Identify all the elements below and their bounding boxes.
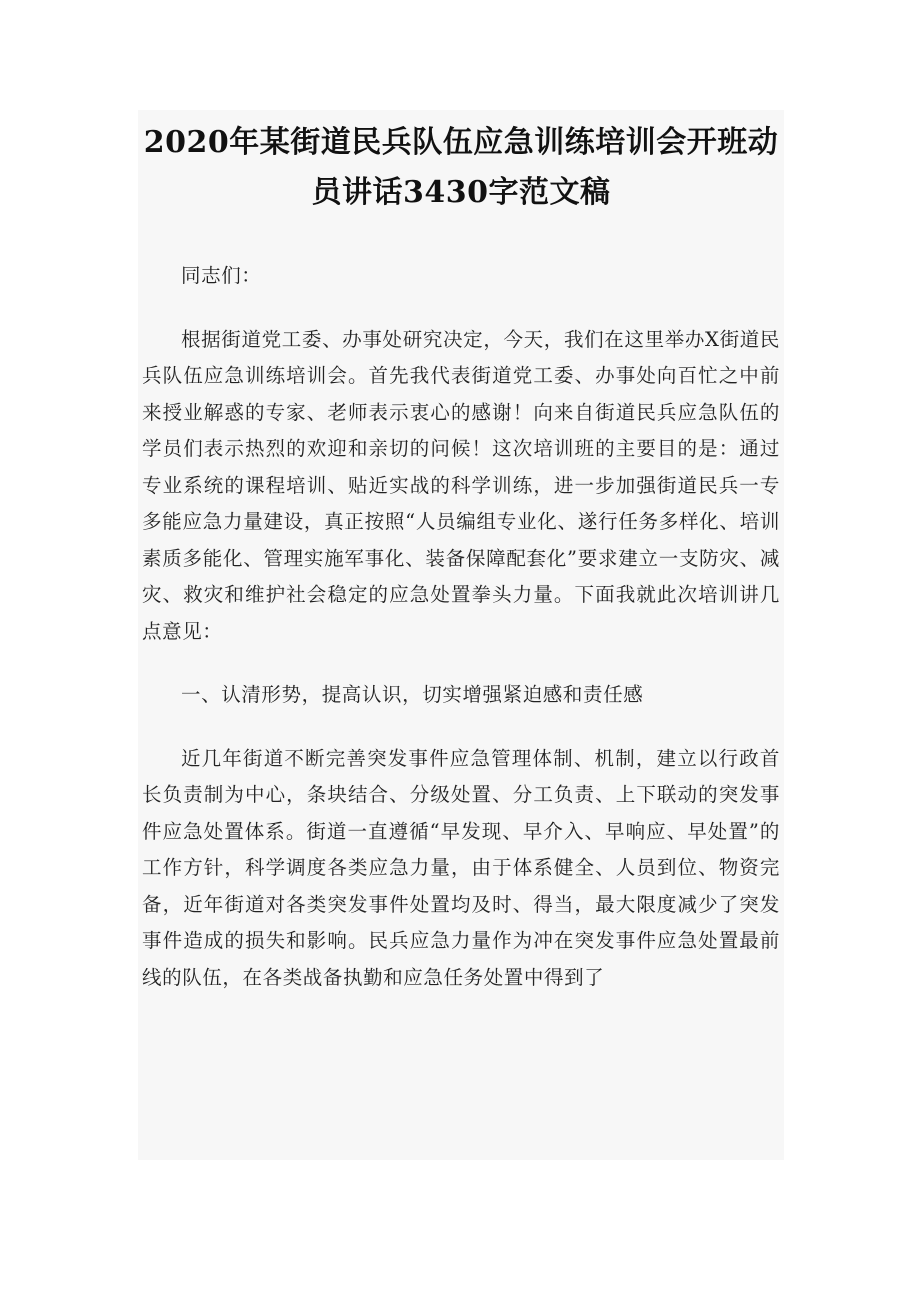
paragraph-section-1: 近几年街道不断完善突发事件应急管理体制、机制，建立以行政首长负责制为中心，条块结合、分级处置、分工负责、上下联动的突发事件应急处置体系。街道一直遵循“早发现、早介入、早响应、早处置”的工作方针，科学调度各类应急力量，由于体系健全、人员到位、物资完备，近年街道对各类突发事件处置均及时、得当，最大限度减少了突发事件造成的损失和影响。民兵应急力量作为冲在突发事件应急处置最前线的队伍，在各类战备执勤和应急任务处置中得到了 [142, 746, 780, 989]
section-heading-1: 一、认清形势，提高认识，切实增强紧迫感和责任感 [181, 683, 644, 706]
salutation: 同志们： [181, 264, 262, 287]
document-page [138, 110, 784, 1160]
paragraph-intro: 根据街道党工委、办事处研究决定，今天，我们在这里举办X街道民兵队伍应急训练培训会。首先我代表街道党工委、办事处向百忙之中前来授业解惑的专家、老师表示衷心的感谢！向来自街道民兵应急队伍的学员们表示热烈的欢迎和亲切的问候！这次培训班的主要目的是：通过专业系统的课程培训、贴近实战的科学训练，进一步加强街道民兵一专多能应急力量建设，真正按照“人员编组专业化、遂行任务多样化、培训素质多能化、管理实施军事化、装备保障配套化”要求建立一支防灾、减灾、救灾和维护社会稳定的应急处置拳头力量。下面我就此次培训讲几点意见： [142, 327, 780, 643]
document-title: 2020年某街道民兵队伍应急训练培训会开班动员讲话3430字范文稿 [143, 125, 779, 210]
